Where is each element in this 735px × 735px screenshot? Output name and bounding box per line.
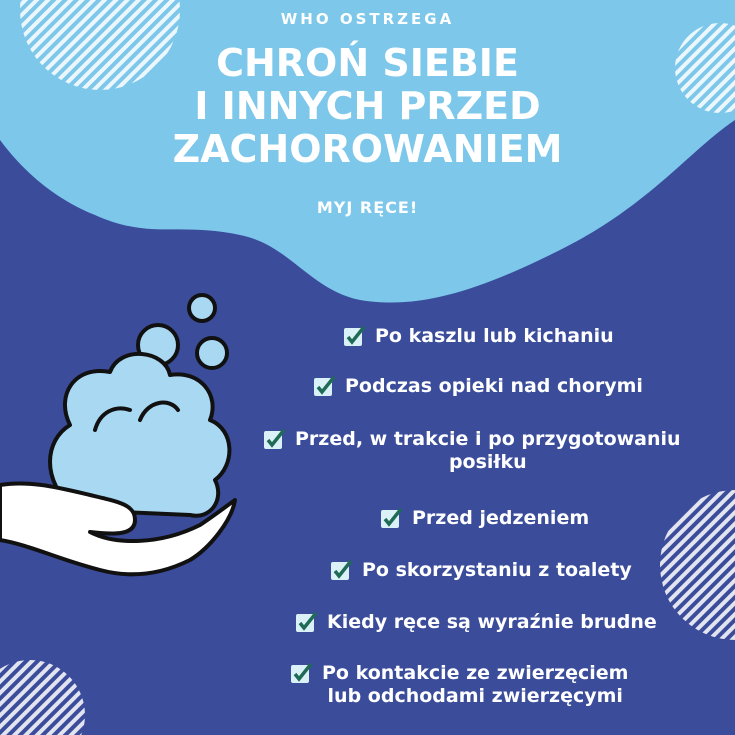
checkmark-icon [263,428,285,450]
list-item-label: Kiedy ręce są wyraźnie brudne [327,611,657,633]
list-item-label: Przed, w trakcie i po przygotowaniu [295,428,681,450]
list-item [330,559,632,582]
list-item-label-2: posiłku [448,451,527,473]
checkmark-icon [380,507,402,529]
list-item-text [295,428,681,474]
list-item-label-2: lub odchodami zwierzęcymi [327,685,623,707]
checkmark-icon [295,611,317,633]
checkmark-icon [343,325,365,347]
kicker: WHO OSTRZEGA [280,10,455,28]
checkmark-icon [290,662,312,684]
page-title [0,42,735,171]
list-item-label: Po kontakcie ze zwierzęciem [322,662,629,684]
list-item [263,428,681,474]
list-item-label: Podczas opieki nad chorymi [345,375,643,397]
list-item-label: Po kaszlu lub kichaniu [375,325,614,347]
list-item [313,375,643,398]
list-item [343,325,614,348]
title-line-2: I INNYCH PRZED [194,84,541,128]
striped-circle-right [660,490,735,640]
subtitle: MYJ RĘCE! [316,198,419,217]
title-line-3: ZACHOROWANIEM [172,127,563,171]
checkmark-icon [330,559,352,581]
list-item-label: Przed jedzeniem [412,507,590,529]
list-item-text [322,662,628,708]
list-item [290,662,628,708]
list-item [380,507,589,530]
checkmark-icon [313,375,335,397]
striped-circle-bottom-left [0,660,85,735]
list-item [295,611,657,634]
title-line-1: CHROŃ SIEBIE [216,41,519,85]
soap-hand-illustration [0,295,235,574]
list-item-label: Po skorzystaniu z toalety [362,559,632,581]
